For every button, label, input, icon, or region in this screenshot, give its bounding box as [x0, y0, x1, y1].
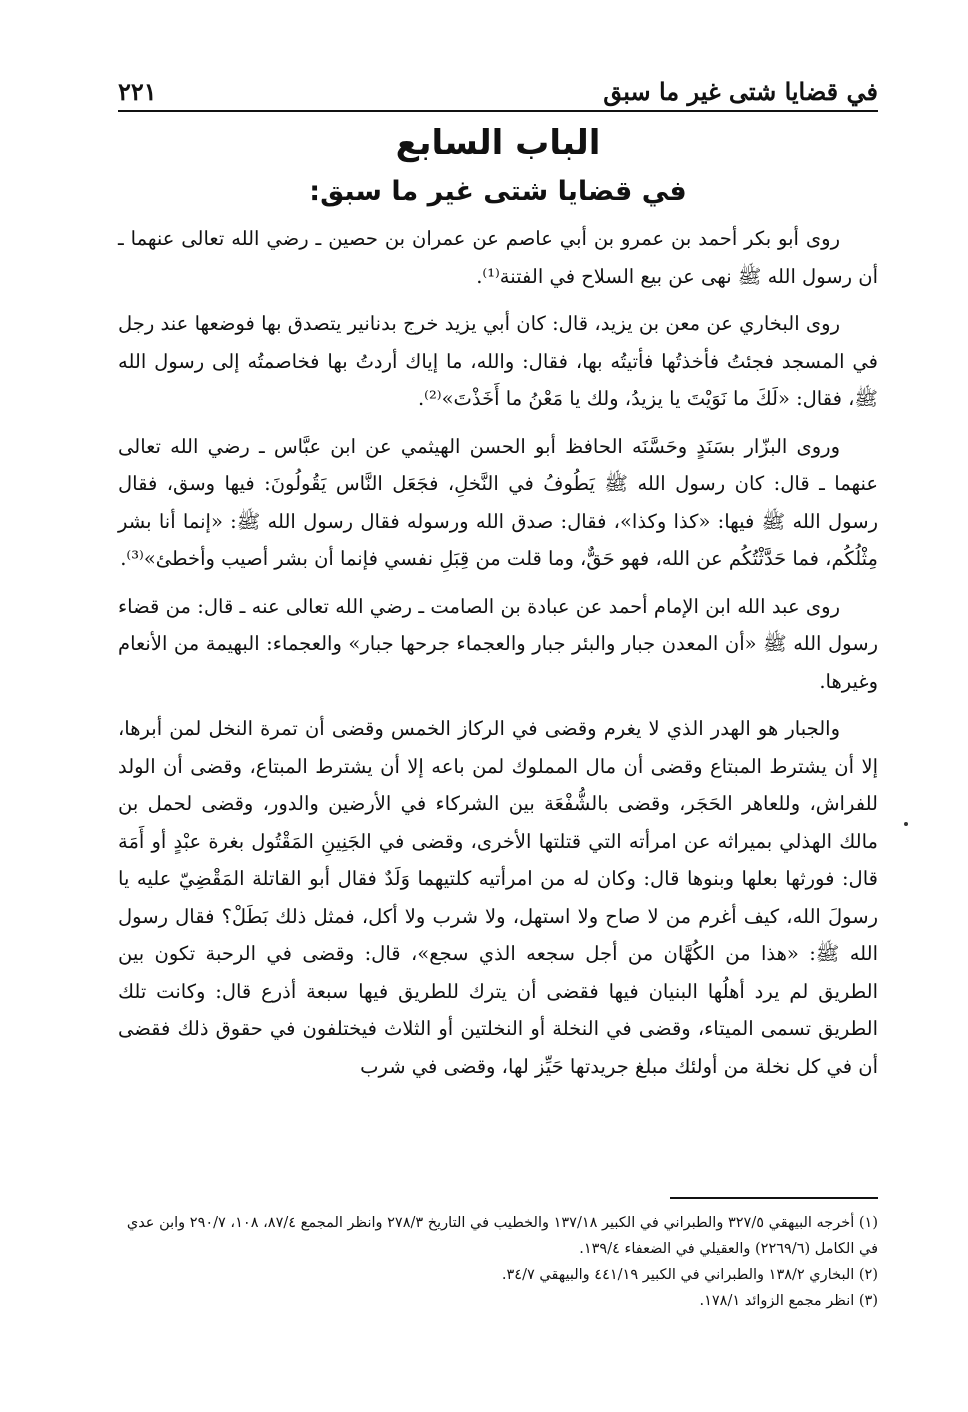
paragraph: روى أبو بكر أحمد بن عمرو بن أبي عاصم عن عمران بن حصين ـ رضي الله تعالى عنهما ـ أن رسول الله ﷺ نهى عن بيع السلاح في الفتنة⁽¹⁾. — [118, 227, 878, 288]
running-header — [118, 66, 878, 106]
header-divider — [118, 110, 878, 112]
running-header-title: في قضايا شتى غير ما سبق — [603, 77, 878, 106]
paragraph: روى عبد الله ابن الإمام أحمد عن عبادة بن الصامت ـ رضي الله تعالى عنه ـ قال: من قضاء رسول الله ﷺ «أن المعدن جبار والبئر جبار والعجماء جرحها جبار» والعجماء: البهيمة من الأنعام وغيرها. — [118, 594, 878, 693]
page-number: ٢٢١ — [118, 77, 157, 106]
footnote: (٢) البخاري ١٣٨/٢ والطبراني في الكبير ٤٤١/١٩ والبيهقي ٣٤/٧. — [501, 1267, 878, 1283]
chapter-title: الباب السابع — [395, 123, 601, 163]
paragraph: والجبار هو الهدر الذي لا يغرم وقضى في الركاز الخمس وقضى أن تمرة النخل لمن أبرها، إلا أن يشترط المبتاع وقضى أن مال المملوك لمن باعه إلا أن يشترط المبتاع، وقضى أن الولد للفراش، وللعاهر الحَجَر، وقضى بالشُّفْعَة بين الشركاء في الأرضين والدور، وقضى لحمل بن مالك الهذلي بميراثه عن امرأته التي قتلتها الأخرى، وقضى في الجَنِينِ المَقْتُول بغرة عبْدٍ أو أَمَة قال: فورثها بعلها وبنوها قال: وكان له من امرأتيه كلتيهما وَلَدٌ فقال أبو القاتلة المَقْضِيّ عليه يا رسولَ الله، كيف أغرم من لا صاح ولا استهل، ولا شرب ولا أكل، فمثل ذلك بَطَلْ؟ فقال رسول الله ﷺ: «هذا من الكُهَّان من أجل سجعه الذي سجع»، قال: وقضى في الرحبة تكون بين الطريق لم يرد أهلُها البنيان فيها فقضى أن يترك للطريق فيها سبعة أذرع قال: وكانت تلك الطريق تسمى الميتاء، وقضى في النخلة أو النخلتين أو الثلاث فيختلفون في حقوق ذلك فقضى أن في كل نخلة من أولئك مبلغ جريدتها حَيِّز لها، وقضى في شرب — [118, 717, 878, 1078]
footnote: (١) أخرجه البيهقي ٣٢٧/٥ والطبراني في الكبير ١٣٧/١٨ والخطيب في التاريخ ٢٧٨/٣ وانظر المجمع ٨٧/٤، ١٠٨، ٢٩٠/٧ وابن عدي في الكامل (٢٢٦٩/٦) والعقيلي في الضعفاء ١٣٩/٤. — [126, 1215, 878, 1257]
paragraph: وروى البزّار بسَنَدٍ وحَسَّنَه الحافظ أبو الحسن الهيثمي عن ابن عبَّاس ـ رضي الله تعالى عنهما ـ قال: كان رسول الله ﷺ يَطُوفُ في النَّخلِ، فجَعَل النَّاس يَقُولُونَ: فيها وسق، فقال رسول الله ﷺ فيها: «كذا وكذا»، فقال: صدق الله ورسوله فقال رسول الله ﷺ: «إنما أنا بشر مِثْلُكُم، فما حَدَّثْتُكُم عن الله، فهو حَقٌّ، وما قلت من قِبَلِ نفسي فإنما أن بشر أصيب وأخطئ»⁽³⁾. — [118, 434, 878, 570]
margin-dot — [904, 822, 908, 826]
paragraph: روى البخاري عن معن بن يزيد، قال: كان أبي يزيد خرج بدنانير يتصدق بها فوضعها عند رجل في المسجد فجئتُ فأخذتُها فأتيتُه بها، فقال: والله، ما إياك أردتُ بها فخاصمتُه إلى رسول الله ﷺ، فقال: «لَكَ ما نَوَيْتَ يا يزيدُ، ولك يا مَعْنُ ما أَخَذْتَ»⁽²⁾. — [118, 312, 878, 410]
footnotes — [118, 1210, 878, 1314]
footnote: (٣) انظر مجمع الزوائد ١٧٨/١. — [699, 1293, 878, 1309]
body-text — [118, 220, 878, 1095]
footnote-divider — [670, 1197, 878, 1199]
chapter-subtitle: في قضايا شتى غير ما سبق: — [309, 176, 687, 207]
